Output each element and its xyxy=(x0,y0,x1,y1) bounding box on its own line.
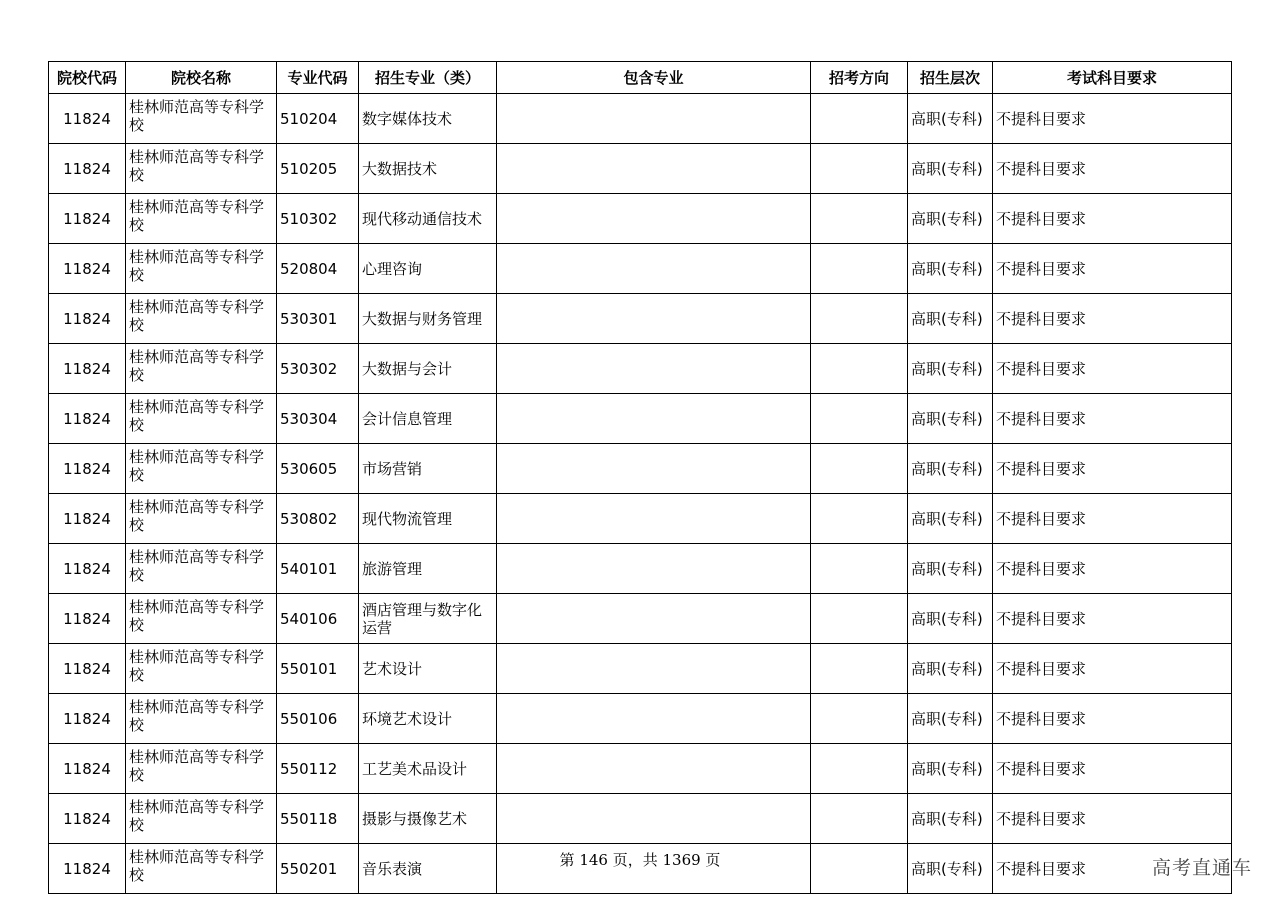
school-name-cell: 桂林师范高等专科学校 xyxy=(126,144,277,194)
requirement-cell: 不提科目要求 xyxy=(993,144,1232,194)
level-cell: 高职(专科) xyxy=(908,294,993,344)
major-cell: 现代物流管理 xyxy=(359,494,497,544)
major-cell: 心理咨询 xyxy=(359,244,497,294)
table-row xyxy=(49,394,1232,444)
school-code-cell: 11824 xyxy=(49,744,126,794)
level-cell: 高职(专科) xyxy=(908,594,993,644)
table-row xyxy=(49,344,1232,394)
major-code-cell: 550118 xyxy=(277,794,359,844)
major-cell: 工艺美术品设计 xyxy=(359,744,497,794)
school-name-cell: 桂林师范高等专科学校 xyxy=(126,794,277,844)
requirement-cell: 不提科目要求 xyxy=(993,794,1232,844)
major-code-cell: 550101 xyxy=(277,644,359,694)
major-cell: 旅游管理 xyxy=(359,544,497,594)
school-code-cell: 11824 xyxy=(49,394,126,444)
requirement-cell: 不提科目要求 xyxy=(993,444,1232,494)
table-row xyxy=(49,94,1232,144)
requirement-cell: 不提科目要求 xyxy=(993,94,1232,144)
included-majors-cell xyxy=(497,494,811,544)
level-cell: 高职(专科) xyxy=(908,394,993,444)
major-code-cell: 510302 xyxy=(277,194,359,244)
included-majors-cell xyxy=(497,94,811,144)
requirement-cell: 不提科目要求 xyxy=(993,694,1232,744)
major-code-cell: 550112 xyxy=(277,744,359,794)
school-code-cell: 11824 xyxy=(49,794,126,844)
level-cell: 高职(专科) xyxy=(908,244,993,294)
included-majors-cell xyxy=(497,344,811,394)
included-majors-cell xyxy=(497,644,811,694)
school-code-cell: 11824 xyxy=(49,294,126,344)
major-code-cell: 510204 xyxy=(277,94,359,144)
table-row xyxy=(49,244,1232,294)
major-cell: 酒店管理与数字化运营 xyxy=(359,594,497,644)
major-code-cell: 530802 xyxy=(277,494,359,544)
direction-cell xyxy=(811,694,908,744)
requirement-cell: 不提科目要求 xyxy=(993,394,1232,444)
major-code-cell: 550201 xyxy=(277,844,359,894)
direction-cell xyxy=(811,644,908,694)
level-cell: 高职(专科) xyxy=(908,744,993,794)
level-cell: 高职(专科) xyxy=(908,794,993,844)
major-cell: 大数据与财务管理 xyxy=(359,294,497,344)
school-code-cell: 11824 xyxy=(49,844,126,894)
requirement-cell: 不提科目要求 xyxy=(993,344,1232,394)
table-row xyxy=(49,644,1232,694)
major-code-cell: 550106 xyxy=(277,694,359,744)
school-code-cell: 11824 xyxy=(49,244,126,294)
requirement-cell: 不提科目要求 xyxy=(993,844,1232,894)
major-code-cell: 510205 xyxy=(277,144,359,194)
major-cell: 数字媒体技术 xyxy=(359,94,497,144)
table-row xyxy=(49,694,1232,744)
level-cell: 高职(专科) xyxy=(908,194,993,244)
school-code-cell: 11824 xyxy=(49,494,126,544)
included-majors-cell xyxy=(497,194,811,244)
included-majors-cell xyxy=(497,694,811,744)
direction-cell xyxy=(811,444,908,494)
level-cell: 高职(专科) xyxy=(908,444,993,494)
major-cell: 环境艺术设计 xyxy=(359,694,497,744)
direction-cell xyxy=(811,344,908,394)
school-name-cell: 桂林师范高等专科学校 xyxy=(126,844,277,894)
major-code-cell: 530304 xyxy=(277,394,359,444)
school-code-cell: 11824 xyxy=(49,144,126,194)
included-majors-cell xyxy=(497,594,811,644)
school-name-cell: 桂林师范高等专科学校 xyxy=(126,444,277,494)
table-row xyxy=(49,294,1232,344)
included-majors-cell xyxy=(497,444,811,494)
major-code-cell: 540106 xyxy=(277,594,359,644)
school-name-cell: 桂林师范高等专科学校 xyxy=(126,494,277,544)
level-cell: 高职(专科) xyxy=(908,544,993,594)
school-name-cell: 桂林师范高等专科学校 xyxy=(126,594,277,644)
school-code-cell: 11824 xyxy=(49,694,126,744)
table-row xyxy=(49,444,1232,494)
table-row xyxy=(49,194,1232,244)
direction-cell xyxy=(811,794,908,844)
level-cell: 高职(专科) xyxy=(908,644,993,694)
level-cell: 高职(专科) xyxy=(908,494,993,544)
school-name-cell: 桂林师范高等专科学校 xyxy=(126,94,277,144)
major-cell: 摄影与摄像艺术 xyxy=(359,794,497,844)
header-row xyxy=(49,62,1232,94)
requirement-cell: 不提科目要求 xyxy=(993,644,1232,694)
direction-cell xyxy=(811,544,908,594)
requirement-cell: 不提科目要求 xyxy=(993,544,1232,594)
direction-cell xyxy=(811,94,908,144)
school-code-cell: 11824 xyxy=(49,94,126,144)
school-name-cell: 桂林师范高等专科学校 xyxy=(126,694,277,744)
school-name-cell: 桂林师范高等专科学校 xyxy=(126,644,277,694)
direction-cell xyxy=(811,144,908,194)
school-code-cell: 11824 xyxy=(49,544,126,594)
requirement-cell: 不提科目要求 xyxy=(993,594,1232,644)
requirement-cell: 不提科目要求 xyxy=(993,294,1232,344)
direction-cell xyxy=(811,244,908,294)
table-row xyxy=(49,794,1232,844)
major-cell: 大数据技术 xyxy=(359,144,497,194)
level-cell: 高职(专科) xyxy=(908,344,993,394)
school-code-cell: 11824 xyxy=(49,444,126,494)
direction-cell xyxy=(811,594,908,644)
included-majors-cell xyxy=(497,144,811,194)
level-cell: 高职(专科) xyxy=(908,94,993,144)
school-name-cell: 桂林师范高等专科学校 xyxy=(126,544,277,594)
column-header: 招考方向 xyxy=(811,62,908,94)
table-row xyxy=(49,494,1232,544)
school-name-cell: 桂林师范高等专科学校 xyxy=(126,344,277,394)
major-code-cell: 530301 xyxy=(277,294,359,344)
level-cell: 高职(专科) xyxy=(908,694,993,744)
level-cell: 高职(专科) xyxy=(908,144,993,194)
major-cell: 大数据与会计 xyxy=(359,344,497,394)
major-code-cell: 540101 xyxy=(277,544,359,594)
requirement-cell: 不提科目要求 xyxy=(993,494,1232,544)
column-header: 招生专业（类） xyxy=(359,62,497,94)
column-header: 专业代码 xyxy=(277,62,359,94)
page-number: 第 146 页，共 1369 页 xyxy=(559,851,721,869)
school-name-cell: 桂林师范高等专科学校 xyxy=(126,394,277,444)
school-name-cell: 桂林师范高等专科学校 xyxy=(126,194,277,244)
school-name-cell: 桂林师范高等专科学校 xyxy=(126,744,277,794)
school-code-cell: 11824 xyxy=(49,344,126,394)
watermark: 高考直通车 xyxy=(1151,857,1252,879)
direction-cell xyxy=(811,294,908,344)
school-code-cell: 11824 xyxy=(49,644,126,694)
level-cell: 高职(专科) xyxy=(908,844,993,894)
major-cell: 艺术设计 xyxy=(359,644,497,694)
major-cell: 市场营销 xyxy=(359,444,497,494)
requirement-cell: 不提科目要求 xyxy=(993,244,1232,294)
table-body xyxy=(49,94,1232,894)
requirement-cell: 不提科目要求 xyxy=(993,194,1232,244)
school-code-cell: 11824 xyxy=(49,594,126,644)
major-code-cell: 520804 xyxy=(277,244,359,294)
school-code-cell: 11824 xyxy=(49,194,126,244)
direction-cell xyxy=(811,744,908,794)
major-cell: 会计信息管理 xyxy=(359,394,497,444)
school-name-cell: 桂林师范高等专科学校 xyxy=(126,294,277,344)
included-majors-cell xyxy=(497,394,811,444)
table-row xyxy=(49,744,1232,794)
included-majors-cell xyxy=(497,544,811,594)
admissions-table xyxy=(48,61,1232,894)
table-row xyxy=(49,544,1232,594)
table-row xyxy=(49,594,1232,644)
direction-cell xyxy=(811,494,908,544)
table-header xyxy=(49,62,1232,94)
column-header: 招生层次 xyxy=(908,62,993,94)
column-header: 院校代码 xyxy=(49,62,126,94)
major-cell: 音乐表演 xyxy=(359,844,497,894)
direction-cell xyxy=(811,194,908,244)
column-header: 考试科目要求 xyxy=(993,62,1232,94)
major-code-cell: 530302 xyxy=(277,344,359,394)
direction-cell xyxy=(811,394,908,444)
school-name-cell: 桂林师范高等专科学校 xyxy=(126,244,277,294)
column-header: 院校名称 xyxy=(126,62,277,94)
requirement-cell: 不提科目要求 xyxy=(993,744,1232,794)
major-code-cell: 530605 xyxy=(277,444,359,494)
major-cell: 现代移动通信技术 xyxy=(359,194,497,244)
included-majors-cell xyxy=(497,744,811,794)
column-header: 包含专业 xyxy=(497,62,811,94)
included-majors-cell xyxy=(497,244,811,294)
table-row xyxy=(49,144,1232,194)
included-majors-cell xyxy=(497,294,811,344)
included-majors-cell xyxy=(497,794,811,844)
